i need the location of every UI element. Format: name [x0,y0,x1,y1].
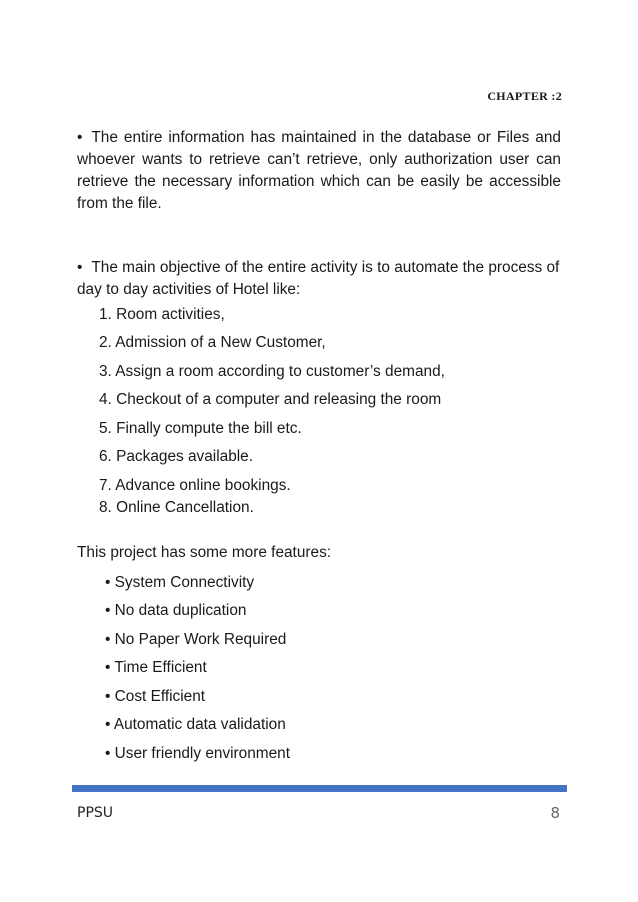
list-item: 1. Room activities, [99,306,225,323]
paragraph-objective-text: The main objective of the entire activity is to automate the process of day to day activities of Hotel like: [77,259,560,298]
list-item: 3. Assign a room according to customer’s demand, [99,363,445,380]
footer-label: PPSU [77,805,114,821]
features-intro: This project has some more features: [77,544,332,561]
list-item: • Cost Efficient [105,688,206,705]
list-item: • Time Efficient [105,659,207,676]
list-item: 5. Finally compute the bill etc. [99,420,302,437]
page-number: 8 [550,804,560,822]
chapter-heading: CHAPTER :2 [487,89,562,103]
list-item: 2. Admission of a New Customer, [99,334,326,351]
list-item: • No data duplication [105,602,247,619]
paragraph-objective [77,257,561,301]
list-item: • Automatic data validation [105,716,286,733]
paragraph-information-text: The entire information has maintained in the database or Files and whoever wants to retrieve can’t retrieve, only authorization user can retrieve the necessary information which can be easily be accessible from the file. [77,129,561,212]
list-item: • System Connectivity [105,574,255,591]
list-item: 4. Checkout of a computer and releasing the room [99,391,442,408]
list-item: 7. Advance online bookings. [99,477,291,494]
list-item: • No Paper Work Required [105,631,287,648]
list-item: • User friendly environment [105,745,291,762]
footer-divider [72,785,567,792]
list-item: 6. Packages available. [99,448,254,465]
bullet-marker: • [77,129,83,146]
paragraph-information [77,127,561,215]
bullet-marker: • [77,259,83,276]
list-item: 8. Online Cancellation. [99,499,254,516]
